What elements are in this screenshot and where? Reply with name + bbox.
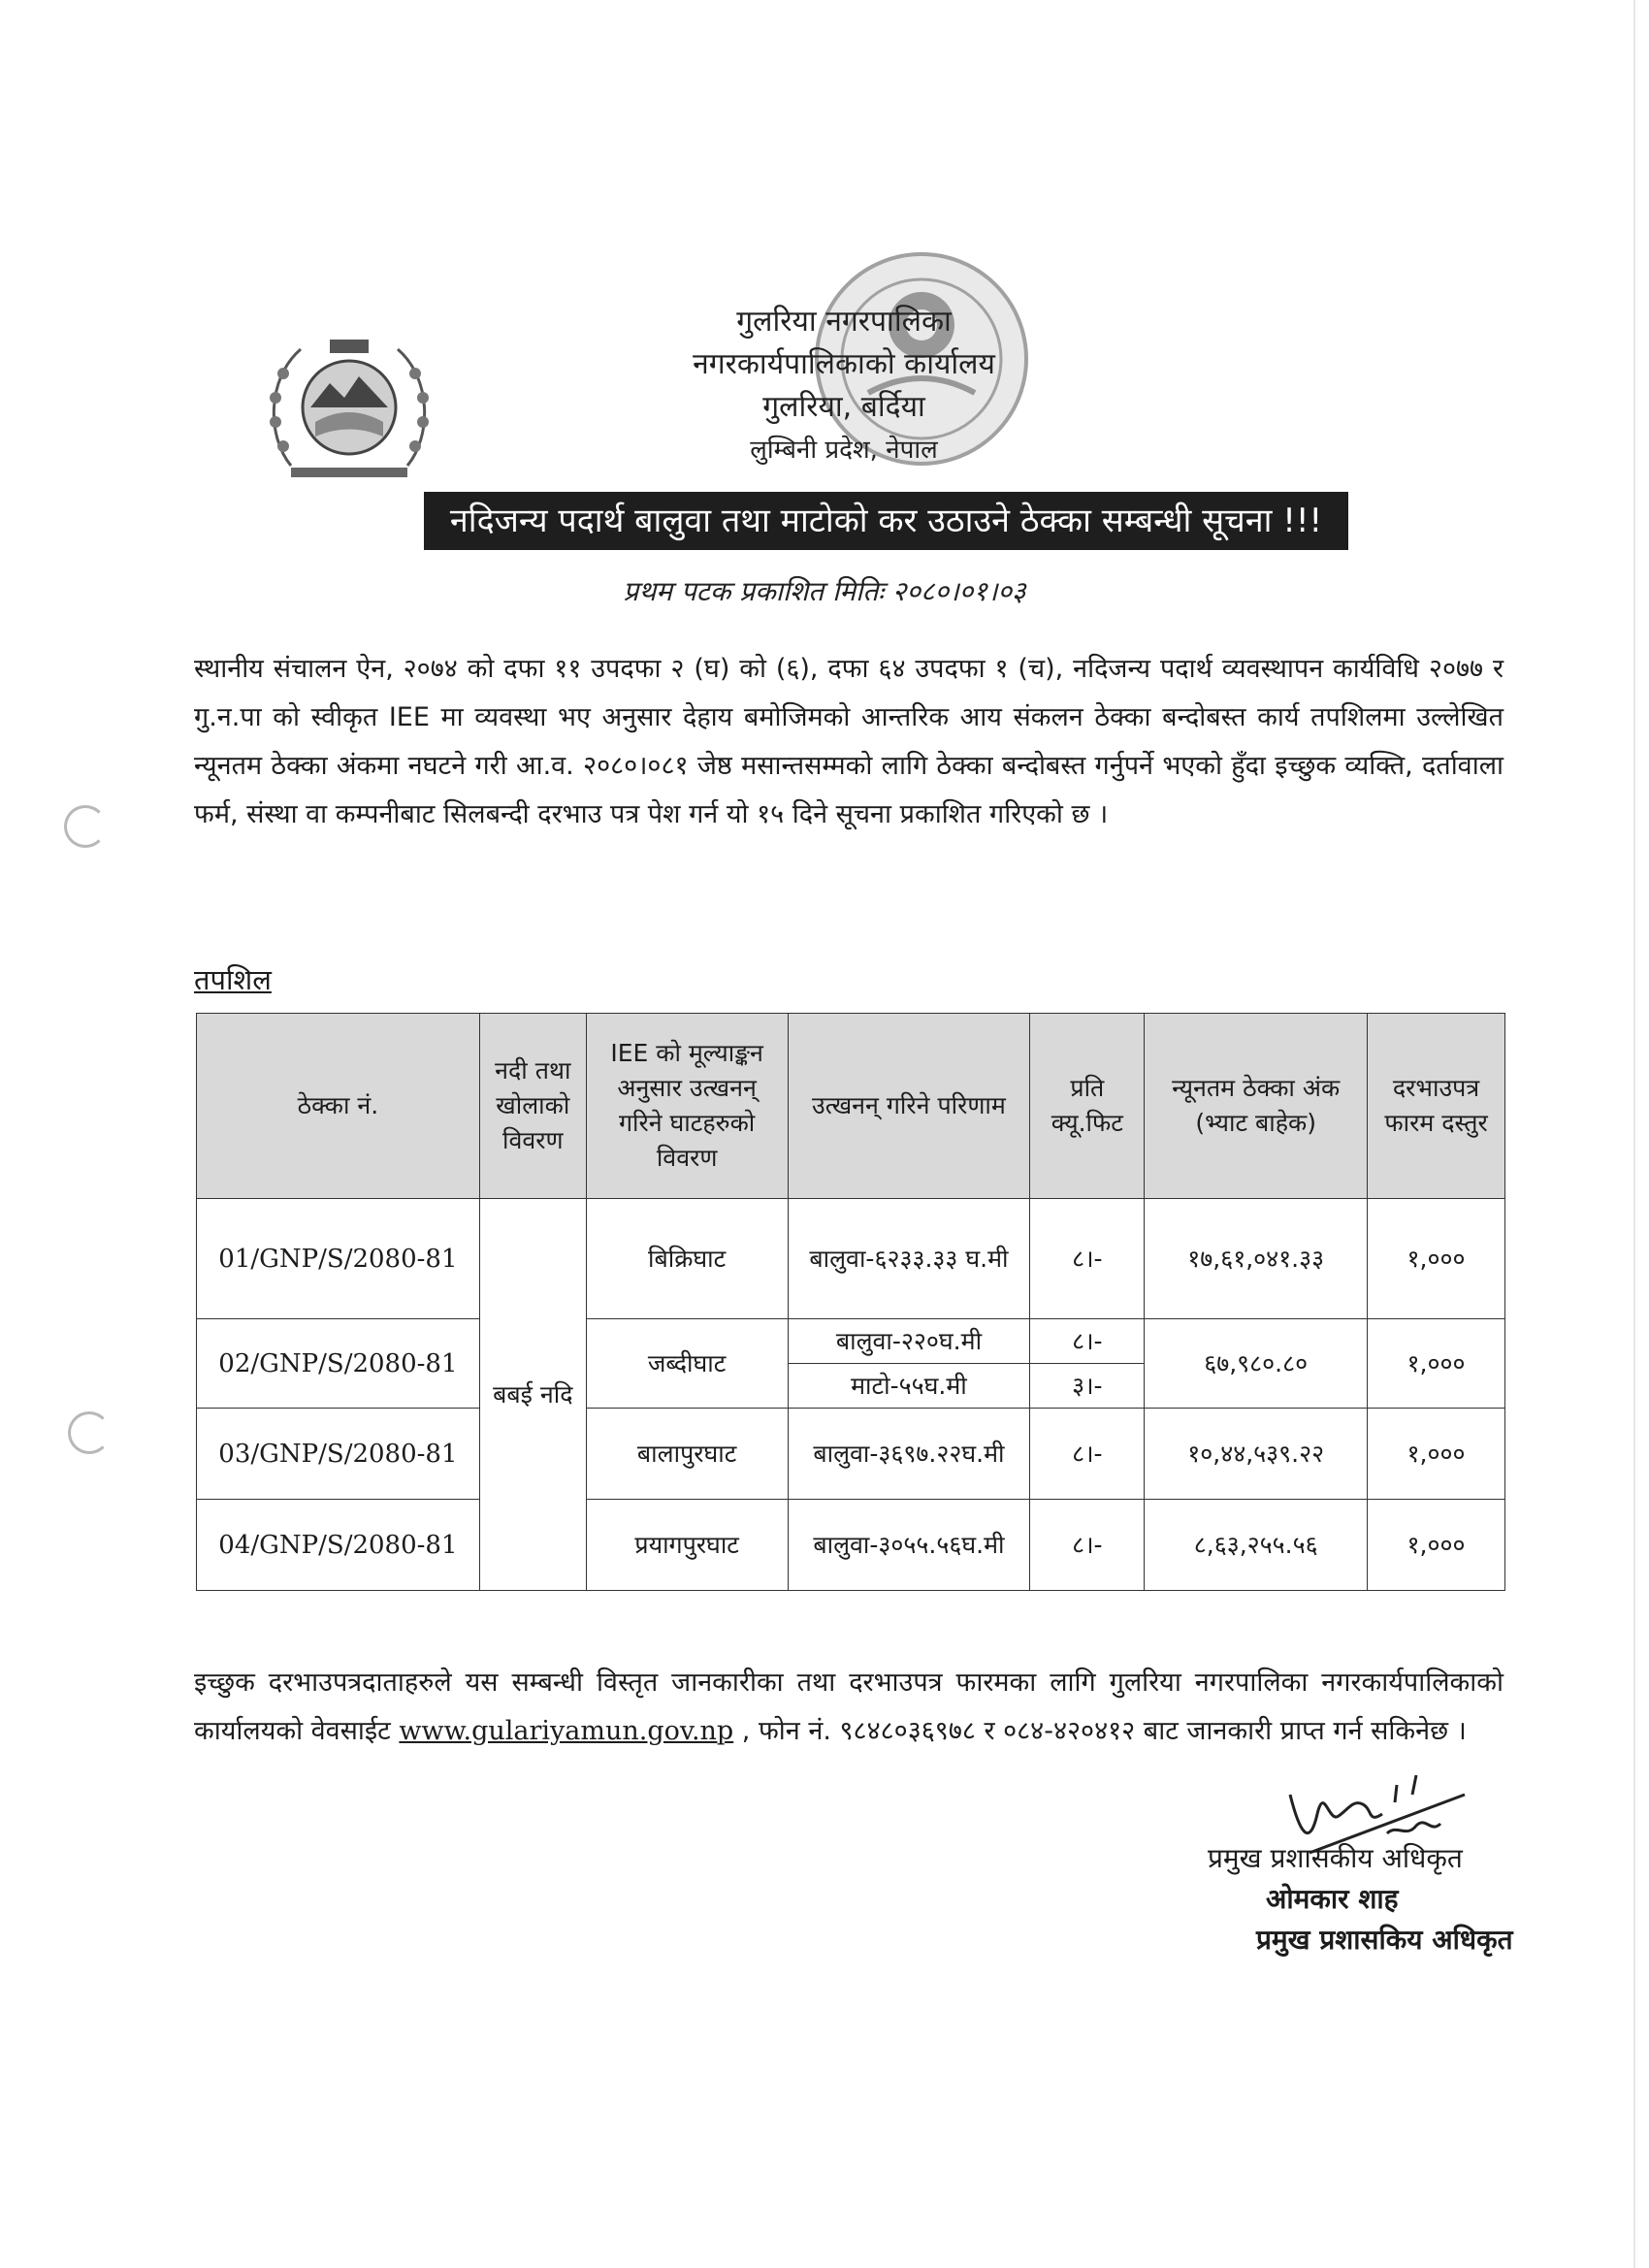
- website-link[interactable]: www.gulariyamun.gov.np: [399, 1716, 734, 1746]
- fee-cell: १,०००: [1368, 1500, 1505, 1591]
- fee-cell: १,०००: [1368, 1199, 1505, 1319]
- fee-cell: १,०००: [1368, 1319, 1505, 1409]
- column-header-quantity: उत्खनन् गरिने परिणाम: [788, 1014, 1030, 1199]
- rate-cell: ८।-: [1030, 1199, 1145, 1319]
- publication-date: प्रथम पटक प्रकाशित मितिः २०८०।०१।०३: [623, 575, 1026, 607]
- quantity-cell: माटो-५५घ.मी: [788, 1364, 1030, 1409]
- table-row: [197, 1409, 1505, 1500]
- footer-contact-paragraph: [194, 1659, 1504, 1756]
- contract-id-cell: 02/GNP/S/2080-81: [197, 1319, 480, 1409]
- punch-hole-top: [64, 805, 107, 848]
- fee-cell: १,०००: [1368, 1409, 1505, 1500]
- office-location: गुलरिया, बर्दिया: [762, 390, 925, 424]
- contract-id-cell: 04/GNP/S/2080-81: [197, 1500, 480, 1591]
- ghat-cell: जब्दीघाट: [586, 1319, 788, 1409]
- province-name: लुम्बिनी प्रदेश, नेपाल: [750, 436, 938, 465]
- column-header-ghat: IEE को मूल्याङ्कन अनुसार उत्खनन् गरिने घाटहरुको विवरण: [586, 1014, 788, 1199]
- contract-id-cell: 01/GNP/S/2080-81: [197, 1199, 480, 1319]
- municipality-name: गुलरिया नगरपालिका: [736, 305, 952, 339]
- signatory-name: ओमकार शाह: [1266, 1883, 1399, 1915]
- page-edge: [1633, 0, 1635, 2268]
- column-header-rate: प्रति क्यू.फिट: [1030, 1014, 1145, 1199]
- rate-cell: ८।-: [1030, 1500, 1145, 1591]
- contract-id-cell: 03/GNP/S/2080-81: [197, 1409, 480, 1500]
- contract-schedule-table: [196, 1013, 1505, 1591]
- min-amount-cell: ६७,९८०.८०: [1145, 1319, 1368, 1409]
- quantity-cell: बालुवा-६२३३.३३ घ.मी: [788, 1199, 1030, 1319]
- column-header-form-fee: दरभाउपत्र फारम दस्तुर: [1368, 1014, 1505, 1199]
- table-row: [197, 1500, 1505, 1591]
- quantity-cell: बालुवा-२२०घ.मी: [788, 1319, 1030, 1364]
- footer-text: इच्छुक दरभाउपत्रदाताहरुले यस सम्बन्धी विस्तृत जानकारीका तथा दरभाउपत्र फारमका लागि गुलरिया नगरपालिका नगरकार्यपालिकाको कार्यालयको वेवसाईट: [194, 1668, 1504, 1746]
- rate-cell: ३।-: [1030, 1364, 1145, 1409]
- column-header-contract-no: ठेक्का नं.: [197, 1014, 480, 1199]
- table-header-row: [197, 1014, 1505, 1199]
- notice-headline: नदिजन्य पदार्थ बालुवा तथा माटोको कर उठाउने ठेक्का सम्बन्धी सूचना !!!: [424, 492, 1348, 550]
- office-header: [543, 301, 1145, 471]
- column-header-min-amount: न्यूनतम ठेक्का अंक (भ्याट बाहेक): [1145, 1014, 1368, 1199]
- quantity-cell: बालुवा-३०५५.५६घ.मी: [788, 1500, 1030, 1591]
- rate-cell: ८।-: [1030, 1409, 1145, 1500]
- signature-block: [1208, 1838, 1518, 1960]
- river-name-cell: बबई नदि: [479, 1199, 586, 1591]
- schedule-title: तपशिल: [194, 963, 272, 996]
- ghat-cell: बालापुरघाट: [586, 1409, 788, 1500]
- column-header-river: नदी तथा खोलाको विवरण: [479, 1014, 586, 1199]
- footer-phone-text: , फोन नं. ९८४८०३६९७८ र ०८४-४२०४१२ बाट जानकारी प्राप्त गर्न सकिनेछ ।: [733, 1716, 1467, 1746]
- min-amount-cell: १०,४४,५३९.२२: [1145, 1409, 1368, 1500]
- nepal-emblem-logo: [262, 330, 436, 485]
- signatory-stamp-title: प्रमुख प्रशासकिय अधिकृत: [1256, 1924, 1513, 1956]
- quantity-cell: बालुवा-३६९७.२२घ.मी: [788, 1409, 1030, 1500]
- notice-body-paragraph: स्थानीय संचालन ऐन, २०७४ को दफा ११ उपदफा २ (घ) को (६), दफा ६४ उपदफा १ (च), नदिजन्य पदार्थ व्यवस्थापन कार्यविधि २०७७ र गु.न.पा को स्वीकृत IEE मा व्यवस्था भए अनुसार देहाय बमोजिमको आन्तरिक आय संकलन ठेक्का बन्दोबस्त कार्य तपशिलमा उल्लेखित न्यूनतम ठेक्का अंकमा नघटने गरी आ.व. २०८०।०८१ जेष्ठ मसान्तसम्मको लागि ठेक्का बन्दोबस्त गर्नुपर्ने भएको हुँदा इच्छुक व्यक्ति, दर्तावाला फर्म, संस्था वा कम्पनीबाट सिलबन्दी दरभाउ पत्र पेश गर्न यो १५ दिने सूचना प्रकाशित गरिएको छ ।: [194, 654, 1504, 829]
- punch-hole-bottom: [68, 1411, 111, 1454]
- table-row: [197, 1199, 1505, 1319]
- table-row: [197, 1319, 1505, 1364]
- min-amount-cell: ८,६३,२५५.५६: [1145, 1500, 1368, 1591]
- rate-cell: ८।-: [1030, 1319, 1145, 1364]
- office-name: नगरकार्यपालिकाको कार्यालय: [693, 347, 995, 381]
- signatory-title: प्रमुख प्रशासकीय अधिकृत: [1208, 1842, 1463, 1874]
- min-amount-cell: १७,६१,०४१.३३: [1145, 1199, 1368, 1319]
- ghat-cell: बिक्रिघाट: [586, 1199, 788, 1319]
- ghat-cell: प्रयागपुरघाट: [586, 1500, 788, 1591]
